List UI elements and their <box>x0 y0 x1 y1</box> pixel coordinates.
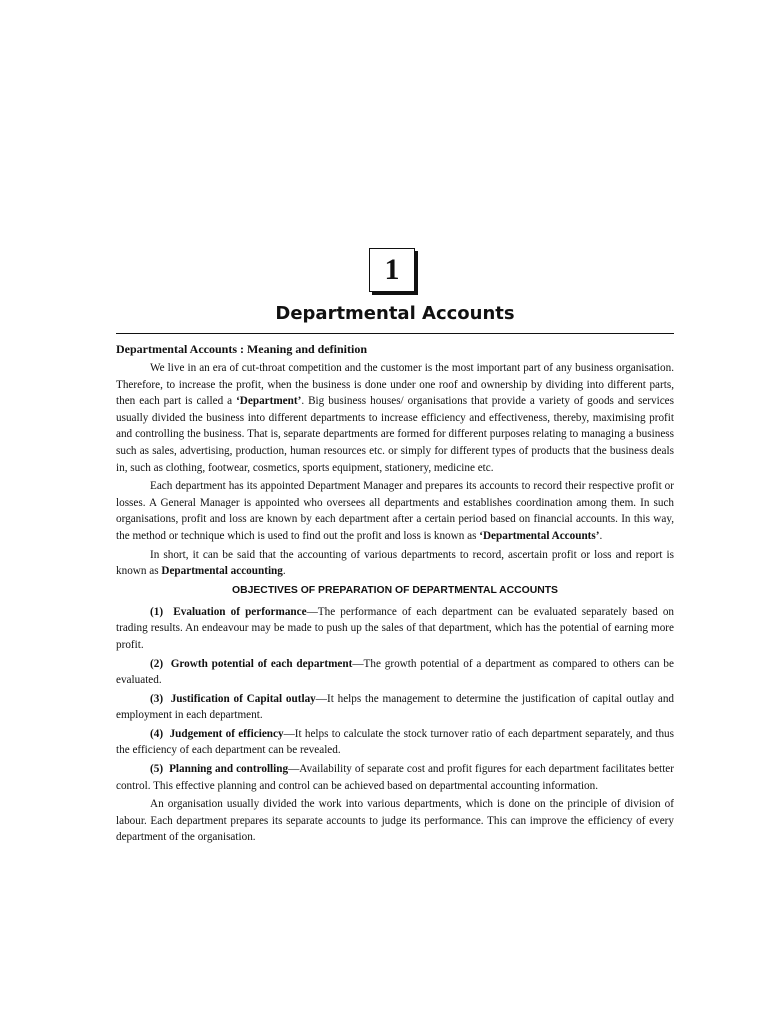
bold-term: Departmental accounting <box>161 565 283 578</box>
objective-title: Planning and controlling <box>169 763 289 776</box>
paragraph-definition <box>116 360 674 476</box>
objective-item <box>116 691 674 724</box>
paragraph-manager <box>116 478 674 544</box>
paragraph-conclusion: An organisation usually divided the work into various departments, which is done on the principle of division of labour. Each department prepares its separate accounts to judge its performance. This can improve the efficiency of every department of the organisation. <box>116 798 674 844</box>
chapter-title: Departmental Accounts <box>275 303 515 324</box>
document-page <box>116 0 674 1024</box>
objective-item <box>116 726 674 759</box>
objective-title: Justification of Capital outlay <box>170 692 316 705</box>
objective-item <box>116 656 674 689</box>
title-divider <box>116 333 674 334</box>
objective-number: (3) <box>150 692 164 705</box>
paragraph-text: We live in an era of cut-throat competition and the customer is the most important part of any business organisation. Therefore, to increase the profit, when the business is done under one roof and ownership by dividing into different parts, then each part is called a <box>116 362 674 408</box>
objective-text: —It helps to calculate the stock turnover ratio of each department separately, and thus the efficiency of each department can be revealed. <box>116 727 675 757</box>
chapter-number: 1 <box>384 253 400 286</box>
section-heading: Departmental Accounts : Meaning and definition <box>116 342 368 356</box>
objective-item <box>116 604 674 654</box>
paragraph-text: Each department has its appointed Department Manager and prepares its accounts to record their respective profit or losses. A General Manager is appointed who oversees all departments and establishes coordination among them. In such organisations, profit and loss are known by each department after a certain period based on financial accounts. In this way, the method or technique which is used to find out the profit and loss is known as <box>116 480 674 542</box>
objectives-heading: OBJECTIVES OF PREPARATION OF DEPARTMENTAL ACCOUNTS <box>232 584 558 596</box>
objective-title: Growth potential of each department <box>170 657 353 670</box>
paragraph-text: . <box>282 565 286 578</box>
objective-title: Evaluation of performance <box>173 605 307 618</box>
objective-text: —The growth potential of a department as compared to others can be evaluated. <box>116 657 674 687</box>
paragraph-text: In short, it can be said that the accounting of various departments to record, ascertain profit or loss and report is known as <box>116 548 674 578</box>
objective-item <box>116 761 674 794</box>
document-body <box>116 340 674 848</box>
objective-text: —It helps the management to determine the justification of capital outlay and employment in each department. <box>116 692 675 722</box>
paragraph-text: . <box>599 529 603 542</box>
bold-term: ‘Department’ <box>236 395 302 408</box>
objective-title: Judgement of efficiency <box>169 727 284 740</box>
paragraph-summary <box>116 547 674 580</box>
bold-term: ‘Departmental Accounts’ <box>479 529 600 542</box>
paragraph-text: . Big business houses/ organisations that provide a variety of goods and services usually divided the business into different departments to increase efficiency and effectiveness, thereby, maximising profit and controlling the business. That is, separate departments are formed for different purposes relating to managing a business such as sales, advertising, production, human resources etc. or simply for different types of products that the business deals in, such as clothing, footwear, cosmetics, sports equipment, stationery, medicine etc. <box>116 395 675 474</box>
chapter-number-box <box>369 248 415 292</box>
objective-number: (2) <box>150 657 164 670</box>
objective-text: —Availability of separate cost and profit figures for each department facilitates better control. This effective planning and control can be achieved based on departmental accounting information. <box>116 763 674 792</box>
objective-number: (4) <box>150 727 164 740</box>
objective-number: (1) <box>150 605 164 618</box>
objective-number: (5) <box>150 763 164 776</box>
objective-text: —The performance of each department can be evaluated separately based on trading results. An endeavour may be made to push up the sales of that department, which has the potential of earning more profit. <box>116 605 675 651</box>
